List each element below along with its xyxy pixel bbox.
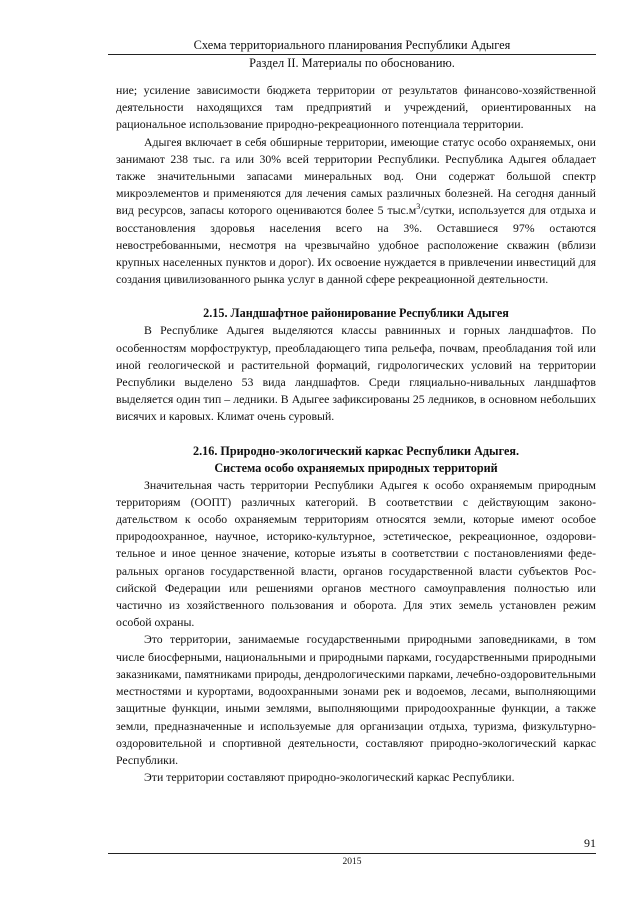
paragraph-2-part-a: Адыгея включает в себя обширные территории, имеющие статус особо охраняемых, они занимают 238 тыс. га или 30% всей территории Республики. Республика Адыгея обладает также значительными запасами минеральных вод. Они содержат большой спектр микроэлементов и применяются для лечения самых различных болезней. На сегодня данный вид ресурсов, запасы которого оцениваются более 5 тыс.м [116, 134, 596, 218]
page-header [108, 38, 596, 71]
document-body [116, 82, 596, 786]
spacer [116, 426, 596, 443]
page-number: 91 [584, 836, 596, 850]
footer-year: 2015 [342, 857, 362, 867]
paragraph-1: ние; усиление зависимости бюджета территории от результатов финансово-хозяйственной деятельности находящихся там предприятий и учреждений, ориентированных на рациональное использование природно-рекреационного потенциала территории. [116, 83, 596, 132]
spacer [116, 288, 596, 305]
header-divider [108, 54, 596, 55]
paragraph-6: Эти территории составляют природно-экологический каркас Республики. [144, 770, 515, 785]
paragraph-2-part-b: /сутки, используется для отдыха и восстановления здоровья населения всего на 3%. Оставшиеся 97% остаются невостребованными, несмотря на чрезвычайно удобное расположение скважин (вблизи крупных населенных пунктов и дорог). Их освоение нуждается в привлечении инвестиций для создания цивилизованного рынка услуг в данной сфере рекреационной деятельности. [116, 203, 596, 287]
header-title: Схема территориального планирования Республики Адыгея [193, 38, 511, 52]
paragraph-2 [116, 134, 596, 289]
paragraph-4: Значительная часть территории Республики Адыгея к особо охраняемым природным территориям (ООПТ) различных категорий. В соответствии с действующим законодательством к особо охраняемым территориям относятся земли, которые имеют особое природоохранное, научное, историко-культурное, эстетическое, рекреационное, оздоровительное и иное ценное значение, которые изъяты в соответствии с постановлениями федеральных органов государственной власти, органов государственной власти субъектов Российской Федерации или решениями органов местного самоуправления полностью или частично из хозяйственного пользования и оборота. Для этих земель установлен режим особой охраны. [116, 477, 596, 630]
footer-divider [108, 853, 596, 854]
superscript-3: 3 [416, 202, 421, 212]
header-subtitle: Раздел II. Материалы по обоснованию. [249, 56, 455, 70]
paragraph-5: Это территории, занимаемые государственными природными заповедниками, в том числе биосферными, национальными и природными парками, государственными природными заказниками, памятниками природы, дендрологическими парками, лечебно-оздоровительными местностями и курортами, водоохранными зонами рек и водоемов, лесами, выполняющими защитные функции, иными землями, выполняющими природоохранные функции, а также земли, предназначенные и используемые для организации отдыха, туризма, физкультурно-оздоровительной и спортивной деятельности, составляют природно-экологический каркас Республики. [116, 632, 596, 767]
section-heading-2-16-line-2: Система особо охраняемых природных территорий [214, 460, 498, 475]
paragraph-3: В Республике Адыгея выделяются классы равнинных и горных ландшафтов. По особенностям морфоструктур, преобладающего типа рельефа, почвам, преобладания той или иной геологической и растительной формаций, гидрологических условий на территории Республики выделено 53 вида ландшафтов. Среди гляциально-нивальных ландшафтов выделяется один тип – ледники. В Адыгее зафиксированы 25 ледников, в основном небольших висячих и каровых. Климат очень суровый. [116, 323, 596, 424]
section-heading-2-15: 2.15. Ландшафтное районирование Республики Адыгея [203, 306, 509, 321]
section-heading-2-16-line-1: 2.16. Природно-экологический каркас Республики Адыгея. [192, 443, 519, 458]
